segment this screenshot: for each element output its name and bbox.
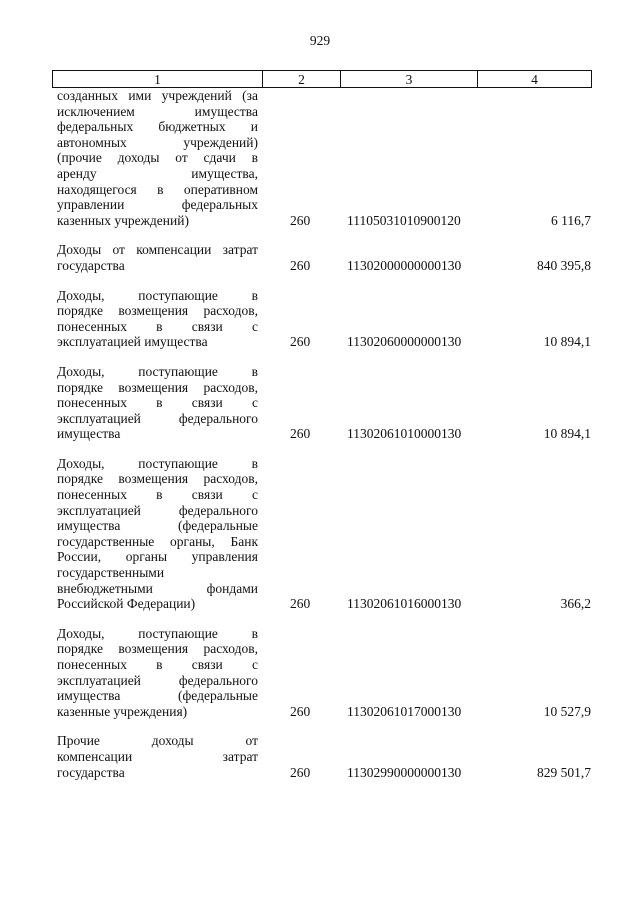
row-description-line: (прочие доходы от сдачи в: [57, 150, 258, 166]
row-description-line: находящегося в оперативном: [57, 181, 258, 197]
row-description-line: Российской Федерации): [57, 596, 196, 612]
row-description-line: имущества: [57, 426, 121, 442]
row-description-line: имущества (федеральные: [57, 688, 258, 704]
column-header-1: 1: [53, 71, 263, 88]
table-body: [57, 88, 597, 794]
row-description-line: автономных учреждений): [57, 134, 258, 150]
row-description-line: Доходы, поступающие в: [57, 363, 258, 379]
table-row: [57, 364, 597, 442]
table-row: [57, 733, 597, 780]
row-admin-code: 260: [290, 212, 311, 228]
row-admin-code: 260: [290, 426, 311, 442]
column-header-2: 2: [263, 71, 341, 88]
row-admin-code: 260: [290, 334, 311, 350]
row-description-line: федеральных бюджетных и: [57, 119, 258, 135]
row-description-line: Доходы от компенсации затрат: [57, 242, 258, 258]
row-budget-code: 11302061010000130: [347, 426, 462, 442]
row-description: [57, 626, 258, 720]
row-amount: 10 894,1: [543, 334, 591, 350]
table-row: [57, 288, 597, 350]
table-row: [57, 242, 597, 273]
row-description-line: России, органы управления: [57, 549, 258, 565]
column-header-table: [52, 70, 592, 88]
row-description-line: государственные органы, Банк: [57, 533, 258, 549]
row-description: [57, 288, 258, 350]
row-description-line: созданных ими учреждений (за: [57, 88, 258, 103]
row-description-line: эксплуатацией федерального: [57, 502, 258, 518]
row-admin-code: 260: [290, 703, 311, 719]
row-amount: 840 395,8: [537, 257, 591, 273]
row-description-line: порядке возмещения расходов,: [57, 641, 258, 657]
row-description-line: понесенных в связи с: [57, 657, 258, 672]
row-description-line: казенных учреждений): [57, 212, 189, 228]
row-description-line: государственными: [57, 565, 165, 581]
row-budget-code: 11105031010900120: [347, 212, 461, 228]
row-budget-code: 11302061016000130: [347, 596, 462, 612]
row-description-line: исключением имущества: [57, 103, 258, 119]
row-description-line: порядке возмещения расходов,: [57, 379, 258, 395]
row-description-line: Доходы, поступающие в: [57, 455, 258, 471]
row-description-line: казенные учреждения): [57, 703, 188, 719]
row-description-line: Прочие доходы от: [57, 733, 258, 749]
row-description-line: Доходы, поступающие в: [57, 625, 258, 641]
row-description-line: эксплуатацией имущества: [57, 334, 208, 350]
row-description-line: эксплуатацией федерального: [57, 410, 258, 426]
column-header-4: 4: [478, 71, 592, 88]
table-row: [57, 88, 597, 228]
row-description-line: государства: [57, 257, 125, 273]
row-description-line: имущества (федеральные: [57, 518, 258, 534]
row-amount: 366,2: [560, 596, 591, 612]
row-description-line: внебюджетными фондами: [57, 580, 258, 596]
row-description: [57, 242, 258, 273]
row-description-line: Доходы, поступающие в: [57, 287, 258, 303]
column-header-3: 3: [341, 71, 478, 88]
row-description-line: порядке возмещения расходов,: [57, 471, 258, 487]
row-description-line: государства: [57, 764, 125, 780]
row-admin-code: 260: [290, 596, 311, 612]
row-description-line: порядке возмещения расходов,: [57, 303, 258, 319]
row-description-line: понесенных в связи с: [57, 318, 258, 334]
row-description-line: аренду имущества,: [57, 165, 258, 181]
row-description-line: понесенных в связи с: [57, 395, 258, 411]
row-description: [57, 364, 258, 442]
column-header-row: [53, 71, 592, 88]
row-budget-code: 11302000000000130: [347, 257, 462, 273]
row-description: [57, 88, 258, 228]
row-description-line: компенсации затрат: [57, 748, 258, 764]
row-admin-code: 260: [290, 764, 311, 780]
row-amount: 10 527,9: [543, 703, 591, 719]
page-number: 929: [309, 33, 331, 48]
row-description: [57, 456, 258, 612]
row-amount: 10 894,1: [543, 426, 591, 442]
row-amount: 6 116,7: [551, 212, 591, 228]
table-row: [57, 626, 597, 720]
row-description-line: понесенных в связи с: [57, 487, 258, 503]
row-budget-code: 11302061017000130: [347, 703, 462, 719]
row-description-line: управлении федеральных: [57, 197, 258, 213]
row-amount: 829 501,7: [537, 764, 591, 780]
row-admin-code: 260: [290, 257, 311, 273]
row-budget-code: 11302060000000130: [347, 334, 462, 350]
row-description: [57, 733, 258, 780]
row-budget-code: 11302990000000130: [347, 764, 462, 780]
table-row: [57, 456, 597, 612]
row-description-line: эксплуатацией федерального: [57, 672, 258, 688]
